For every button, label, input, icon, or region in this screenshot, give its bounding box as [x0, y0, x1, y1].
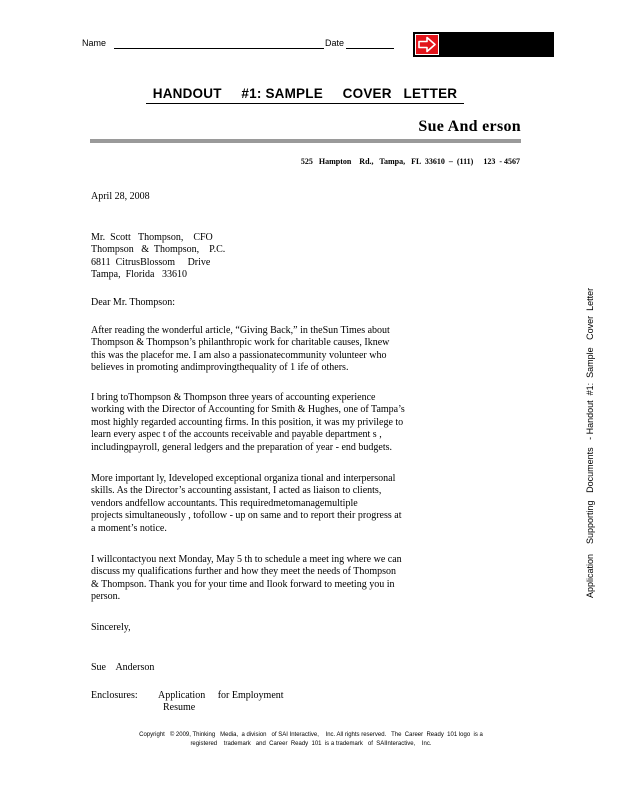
paragraph-line: After reading the wonderful article, “Giving Back,” in theSun Times about: [91, 325, 390, 336]
enclosure-item: Resume: [163, 702, 196, 713]
side-document-label: Application Supporting Documents - Handout #1: Sample Cover Letter: [585, 287, 595, 598]
paragraph-line: includingpayroll, general ledgers and the preparation of year - end budgets.: [91, 441, 393, 453]
paragraph-line: I willcontactyou next Monday, May 5 th to schedule a meet ing where we can: [91, 554, 402, 565]
closing: Sincerely,: [91, 622, 131, 633]
arrow-right-icon: [415, 34, 439, 55]
paragraph-line: learn every aspec t of the accounts receivable and payable department s ,: [91, 429, 382, 441]
paragraph-line: projects simultaneously , tofollow - up on same and to report their progress at: [91, 510, 402, 522]
paragraph-line: this was the placefor me. I am also a passionatecommunity volunteer who: [91, 349, 387, 361]
paragraph-line: discuss my qualifications further and how they meet the needs of Thompson: [91, 566, 397, 578]
paragraph-line: believes in promoting andimprovingthequality of 1 ife of others.: [91, 362, 349, 374]
date-blank-line: [346, 48, 394, 49]
signature-name: Sue Anderson: [91, 662, 155, 673]
heading-divider-bar: [90, 139, 521, 143]
paragraph-line: Thompson & Thompson’s philanthropic work for charitable causes, Iknew: [91, 337, 390, 349]
name-blank-line: [114, 48, 324, 49]
paragraph-line: a moment’s notice.: [91, 522, 167, 534]
recipient-line: 6811 CitrusBlossom Drive: [91, 256, 211, 268]
body-paragraph-3: [91, 473, 522, 535]
paragraph-line: & Thompson. Thank you for your time and Ilook forward to meeting you in: [91, 578, 395, 590]
paragraph-line: working with the Director of Accounting for Smith & Hughes, one of Tampa’s: [91, 404, 405, 416]
paragraph-line: most highly regarded accounting firms. In this position, it was my privilege to: [91, 416, 404, 428]
copyright-line: Copyright © 2009, Thinking Media, a division of SAI Interactive, Inc. All rights reserved. The Career Ready 101 logo is a: [139, 732, 483, 738]
recipient-line: Thompson & Thompson, P.C.: [91, 244, 226, 256]
sender-name-heading: Sue And erson: [418, 118, 521, 135]
handout-title: HANDOUT #1: SAMPLE COVER LETTER: [146, 86, 464, 104]
copyright-notice: [80, 731, 542, 749]
recipient-line: Tampa, Florida 33610: [91, 269, 187, 281]
paragraph-line: skills. As the Director’s accounting assistant, I acted as liaison to clients,: [91, 485, 382, 497]
paragraph-line: More important ly, Ideveloped exceptional organiza tional and interpersonal: [91, 473, 396, 484]
letter-date: April 28, 2008: [91, 191, 150, 202]
copyright-line: registered trademark and Career Ready 101 is a trademark of SAIInteractive, Inc.: [190, 741, 432, 747]
body-paragraph-2: [91, 392, 522, 454]
salutation: Dear Mr. Thompson:: [91, 297, 175, 308]
enclosure-item: Application for Employment: [158, 690, 284, 701]
enclosures-label: Enclosures:: [91, 690, 138, 701]
recipient-address: [91, 232, 522, 282]
paragraph-line: vendors andfellow accountants. This requiredmetomanagemultiple: [91, 497, 358, 509]
sender-address: 525 Hampton Rd., Tampa, FL 33610 – (111) 123 - 4567: [300, 157, 520, 166]
paragraph-line: I bring toThompson & Thompson three years of accounting experience: [91, 392, 376, 403]
body-paragraph-1: [91, 325, 522, 375]
paragraph-line: person.: [91, 591, 121, 603]
date-label: Date: [325, 38, 345, 48]
body-paragraph-4: [91, 554, 522, 604]
recipient-line: Mr. Scott Thompson, CFO: [91, 232, 213, 243]
name-label: Name: [82, 38, 107, 48]
